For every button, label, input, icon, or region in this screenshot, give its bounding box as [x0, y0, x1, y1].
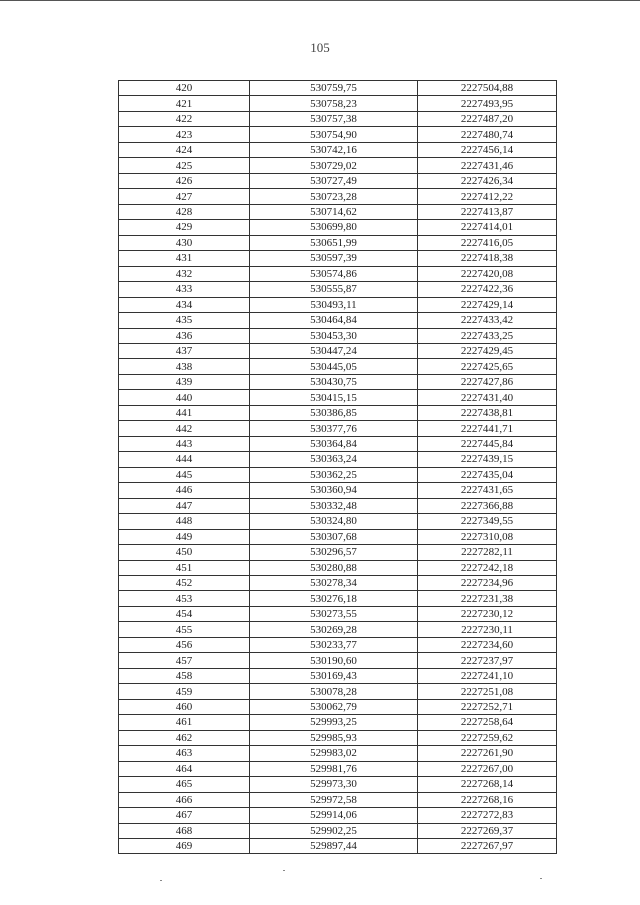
- x-coordinate-cell: 530233,77: [250, 637, 418, 652]
- coordinates-table: [118, 80, 557, 854]
- point-number-cell: 442: [119, 421, 250, 436]
- point-number-cell: 454: [119, 606, 250, 621]
- y-coordinate-cell: 2227480,74: [418, 127, 557, 142]
- table-row: [119, 313, 557, 328]
- point-number-cell: 464: [119, 761, 250, 776]
- y-coordinate-cell: 2227268,14: [418, 777, 557, 792]
- x-coordinate-cell: 530699,80: [250, 220, 418, 235]
- y-coordinate-cell: 2227230,11: [418, 622, 557, 637]
- y-coordinate-cell: 2227504,88: [418, 81, 557, 96]
- point-number-cell: 431: [119, 251, 250, 266]
- x-coordinate-cell: 530597,39: [250, 251, 418, 266]
- point-number-cell: 467: [119, 808, 250, 823]
- y-coordinate-cell: 2227425,65: [418, 359, 557, 374]
- x-coordinate-cell: 530386,85: [250, 405, 418, 420]
- table-row: [119, 838, 557, 853]
- table-row: [119, 189, 557, 204]
- point-number-cell: 447: [119, 498, 250, 513]
- point-number-cell: 426: [119, 173, 250, 188]
- y-coordinate-cell: 2227427,86: [418, 374, 557, 389]
- point-number-cell: 465: [119, 777, 250, 792]
- table-row: [119, 576, 557, 591]
- x-coordinate-cell: 530754,90: [250, 127, 418, 142]
- y-coordinate-cell: 2227310,08: [418, 529, 557, 544]
- y-coordinate-cell: 2227258,64: [418, 715, 557, 730]
- y-coordinate-cell: 2227267,00: [418, 761, 557, 776]
- x-coordinate-cell: 530363,24: [250, 452, 418, 467]
- point-number-cell: 438: [119, 359, 250, 374]
- point-number-cell: 463: [119, 746, 250, 761]
- table-row: [119, 591, 557, 606]
- point-number-cell: 451: [119, 560, 250, 575]
- scan-speck: [283, 870, 285, 871]
- table-row: [119, 81, 557, 96]
- table-row: [119, 297, 557, 312]
- table-row: [119, 251, 557, 266]
- y-coordinate-cell: 2227431,40: [418, 390, 557, 405]
- x-coordinate-cell: 530453,30: [250, 328, 418, 343]
- point-number-cell: 468: [119, 823, 250, 838]
- scan-top-border: [0, 0, 640, 1]
- point-number-cell: 458: [119, 668, 250, 683]
- table-row: [119, 96, 557, 111]
- x-coordinate-cell: 530574,86: [250, 266, 418, 281]
- table-row: [119, 328, 557, 343]
- y-coordinate-cell: 2227422,36: [418, 282, 557, 297]
- point-number-cell: 456: [119, 637, 250, 652]
- table-row: [119, 111, 557, 126]
- y-coordinate-cell: 2227413,87: [418, 204, 557, 219]
- table-row: [119, 653, 557, 668]
- point-number-cell: 452: [119, 576, 250, 591]
- x-coordinate-cell: 530169,43: [250, 668, 418, 683]
- table-row: [119, 359, 557, 374]
- y-coordinate-cell: 2227414,01: [418, 220, 557, 235]
- point-number-cell: 466: [119, 792, 250, 807]
- table-row: [119, 606, 557, 621]
- y-coordinate-cell: 2227231,38: [418, 591, 557, 606]
- table-row: [119, 467, 557, 482]
- point-number-cell: 434: [119, 297, 250, 312]
- table-row: [119, 715, 557, 730]
- table-row: [119, 173, 557, 188]
- x-coordinate-cell: 530332,48: [250, 498, 418, 513]
- x-coordinate-cell: 530296,57: [250, 545, 418, 560]
- y-coordinate-cell: 2227429,14: [418, 297, 557, 312]
- table-row: [119, 761, 557, 776]
- point-number-cell: 453: [119, 591, 250, 606]
- point-number-cell: 450: [119, 545, 250, 560]
- y-coordinate-cell: 2227435,04: [418, 467, 557, 482]
- x-coordinate-cell: 530445,05: [250, 359, 418, 374]
- table-row: [119, 746, 557, 761]
- y-coordinate-cell: 2227349,55: [418, 514, 557, 529]
- x-coordinate-cell: 529981,76: [250, 761, 418, 776]
- x-coordinate-cell: 530062,79: [250, 699, 418, 714]
- y-coordinate-cell: 2227439,15: [418, 452, 557, 467]
- page-number: 105: [310, 40, 330, 55]
- table-row: [119, 529, 557, 544]
- scan-speck: [540, 878, 542, 879]
- y-coordinate-cell: 2227252,71: [418, 699, 557, 714]
- point-number-cell: 457: [119, 653, 250, 668]
- y-coordinate-cell: 2227420,08: [418, 266, 557, 281]
- point-number-cell: 440: [119, 390, 250, 405]
- x-coordinate-cell: 530430,75: [250, 374, 418, 389]
- table-row: [119, 684, 557, 699]
- y-coordinate-cell: 2227416,05: [418, 235, 557, 250]
- point-number-cell: 420: [119, 81, 250, 96]
- y-coordinate-cell: 2227493,95: [418, 96, 557, 111]
- point-number-cell: 460: [119, 699, 250, 714]
- y-coordinate-cell: 2227241,10: [418, 668, 557, 683]
- x-coordinate-cell: 530758,23: [250, 96, 418, 111]
- x-coordinate-cell: 529914,06: [250, 808, 418, 823]
- y-coordinate-cell: 2227412,22: [418, 189, 557, 204]
- table-row: [119, 808, 557, 823]
- table-row: [119, 483, 557, 498]
- y-coordinate-cell: 2227259,62: [418, 730, 557, 745]
- y-coordinate-cell: 2227431,46: [418, 158, 557, 173]
- x-coordinate-cell: 530714,62: [250, 204, 418, 219]
- table-row: [119, 823, 557, 838]
- x-coordinate-cell: 530742,16: [250, 142, 418, 157]
- y-coordinate-cell: 2227445,84: [418, 436, 557, 451]
- point-number-cell: 435: [119, 313, 250, 328]
- table-row: [119, 699, 557, 714]
- x-coordinate-cell: 530190,60: [250, 653, 418, 668]
- y-coordinate-cell: 2227433,25: [418, 328, 557, 343]
- x-coordinate-cell: 530493,11: [250, 297, 418, 312]
- x-coordinate-cell: 530377,76: [250, 421, 418, 436]
- table-row: [119, 514, 557, 529]
- point-number-cell: 448: [119, 514, 250, 529]
- point-number-cell: 437: [119, 343, 250, 358]
- x-coordinate-cell: 530727,49: [250, 173, 418, 188]
- table-row: [119, 545, 557, 560]
- x-coordinate-cell: 530415,15: [250, 390, 418, 405]
- x-coordinate-cell: 530555,87: [250, 282, 418, 297]
- x-coordinate-cell: 529973,30: [250, 777, 418, 792]
- y-coordinate-cell: 2227242,18: [418, 560, 557, 575]
- y-coordinate-cell: 2227272,83: [418, 808, 557, 823]
- y-coordinate-cell: 2227426,34: [418, 173, 557, 188]
- point-number-cell: 469: [119, 838, 250, 853]
- table-row: [119, 452, 557, 467]
- point-number-cell: 427: [119, 189, 250, 204]
- x-coordinate-cell: 529897,44: [250, 838, 418, 853]
- x-coordinate-cell: 530278,34: [250, 576, 418, 591]
- point-number-cell: 443: [119, 436, 250, 451]
- table-row: [119, 235, 557, 250]
- table-row: [119, 266, 557, 281]
- point-number-cell: 444: [119, 452, 250, 467]
- y-coordinate-cell: 2227429,45: [418, 343, 557, 358]
- x-coordinate-cell: 530362,25: [250, 467, 418, 482]
- point-number-cell: 425: [119, 158, 250, 173]
- table-row: [119, 498, 557, 513]
- point-number-cell: 429: [119, 220, 250, 235]
- point-number-cell: 436: [119, 328, 250, 343]
- point-number-cell: 430: [119, 235, 250, 250]
- point-number-cell: 433: [119, 282, 250, 297]
- y-coordinate-cell: 2227261,90: [418, 746, 557, 761]
- y-coordinate-cell: 2227487,20: [418, 111, 557, 126]
- x-coordinate-cell: 530759,75: [250, 81, 418, 96]
- y-coordinate-cell: 2227234,60: [418, 637, 557, 652]
- coordinates-table-body: [119, 81, 557, 854]
- x-coordinate-cell: 530447,24: [250, 343, 418, 358]
- table-row: [119, 730, 557, 745]
- y-coordinate-cell: 2227251,08: [418, 684, 557, 699]
- table-row: [119, 668, 557, 683]
- point-number-cell: 423: [119, 127, 250, 142]
- table-row: [119, 374, 557, 389]
- x-coordinate-cell: 530269,28: [250, 622, 418, 637]
- table-row: [119, 405, 557, 420]
- x-coordinate-cell: 530360,94: [250, 483, 418, 498]
- x-coordinate-cell: 530280,88: [250, 560, 418, 575]
- point-number-cell: 422: [119, 111, 250, 126]
- x-coordinate-cell: 529983,02: [250, 746, 418, 761]
- y-coordinate-cell: 2227230,12: [418, 606, 557, 621]
- table-row: [119, 343, 557, 358]
- x-coordinate-cell: 530729,02: [250, 158, 418, 173]
- y-coordinate-cell: 2227431,65: [418, 483, 557, 498]
- x-coordinate-cell: 529902,25: [250, 823, 418, 838]
- y-coordinate-cell: 2227269,37: [418, 823, 557, 838]
- scan-speck: [160, 880, 162, 881]
- y-coordinate-cell: 2227282,11: [418, 545, 557, 560]
- x-coordinate-cell: 530273,55: [250, 606, 418, 621]
- x-coordinate-cell: 530307,68: [250, 529, 418, 544]
- table-row: [119, 777, 557, 792]
- x-coordinate-cell: 529993,25: [250, 715, 418, 730]
- y-coordinate-cell: 2227237,97: [418, 653, 557, 668]
- point-number-cell: 455: [119, 622, 250, 637]
- y-coordinate-cell: 2227366,88: [418, 498, 557, 513]
- x-coordinate-cell: 530651,99: [250, 235, 418, 250]
- point-number-cell: 459: [119, 684, 250, 699]
- y-coordinate-cell: 2227234,96: [418, 576, 557, 591]
- table-row: [119, 158, 557, 173]
- y-coordinate-cell: 2227267,97: [418, 838, 557, 853]
- point-number-cell: 461: [119, 715, 250, 730]
- y-coordinate-cell: 2227438,81: [418, 405, 557, 420]
- table-row: [119, 622, 557, 637]
- x-coordinate-cell: 530324,80: [250, 514, 418, 529]
- y-coordinate-cell: 2227456,14: [418, 142, 557, 157]
- table-row: [119, 220, 557, 235]
- x-coordinate-cell: 529972,58: [250, 792, 418, 807]
- x-coordinate-cell: 530364,84: [250, 436, 418, 451]
- point-number-cell: 441: [119, 405, 250, 420]
- y-coordinate-cell: 2227268,16: [418, 792, 557, 807]
- table-row: [119, 560, 557, 575]
- table-row: [119, 390, 557, 405]
- x-coordinate-cell: 530078,28: [250, 684, 418, 699]
- table-row: [119, 421, 557, 436]
- y-coordinate-cell: 2227418,38: [418, 251, 557, 266]
- table-row: [119, 282, 557, 297]
- table-row: [119, 204, 557, 219]
- x-coordinate-cell: 529985,93: [250, 730, 418, 745]
- point-number-cell: 446: [119, 483, 250, 498]
- point-number-cell: 432: [119, 266, 250, 281]
- x-coordinate-cell: 530464,84: [250, 313, 418, 328]
- point-number-cell: 421: [119, 96, 250, 111]
- point-number-cell: 424: [119, 142, 250, 157]
- table-row: [119, 127, 557, 142]
- point-number-cell: 462: [119, 730, 250, 745]
- y-coordinate-cell: 2227433,42: [418, 313, 557, 328]
- point-number-cell: 428: [119, 204, 250, 219]
- table-row: [119, 637, 557, 652]
- point-number-cell: 449: [119, 529, 250, 544]
- x-coordinate-cell: 530276,18: [250, 591, 418, 606]
- table-row: [119, 792, 557, 807]
- point-number-cell: 439: [119, 374, 250, 389]
- point-number-cell: 445: [119, 467, 250, 482]
- table-row: [119, 436, 557, 451]
- x-coordinate-cell: 530723,28: [250, 189, 418, 204]
- x-coordinate-cell: 530757,38: [250, 111, 418, 126]
- table-row: [119, 142, 557, 157]
- y-coordinate-cell: 2227441,71: [418, 421, 557, 436]
